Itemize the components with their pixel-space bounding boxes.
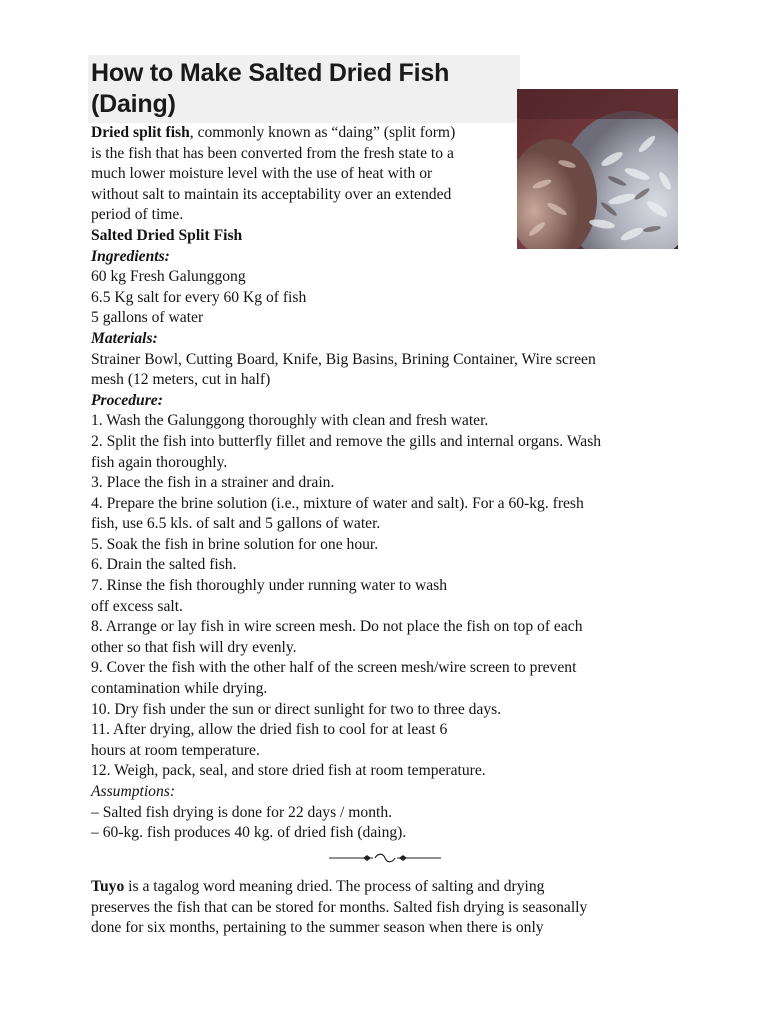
procedure-line: 9. Cover the fish with the other half of the screen mesh/wire screen to prevent	[91, 659, 577, 677]
intro-bold-lead: Dried split fish	[91, 124, 190, 141]
procedure-line: fish, use 6.5 kls. of salt and 5 gallons of water.	[91, 515, 381, 533]
procedure-heading: Procedure:	[91, 391, 163, 409]
materials-line: Strainer Bowl, Cutting Board, Knife, Big Basins, Brining Container, Wire screen	[91, 350, 596, 368]
intro-line: is the fish that has been converted from the fresh state to a	[91, 144, 454, 162]
assumption-item: – Salted fish drying is done for 22 days / month.	[91, 803, 393, 821]
tuyo-text: is a tagalog word meaning dried. The process of salting and drying	[124, 878, 545, 895]
assumptions-heading: Assumptions:	[91, 783, 176, 800]
subheading: Salted Dried Split Fish	[91, 226, 243, 244]
intro-line: much lower moisture level with the use of heat with or	[91, 165, 433, 183]
procedure-line: 2. Split the fish into butterfly fillet and remove the gills and internal organs. Wash	[91, 432, 602, 450]
article-body	[91, 123, 691, 844]
ingredients-heading: Ingredients:	[91, 247, 170, 265]
intro-text: , commonly known as “daing” (split form)	[189, 124, 456, 141]
intro-line: period of time.	[91, 206, 184, 224]
materials-line: mesh (12 meters, cut in half)	[91, 371, 271, 389]
procedure-line: other so that fish will dry evenly.	[91, 638, 297, 656]
procedure-line: 1. Wash the Galunggong thoroughly with clean and fresh water.	[91, 412, 489, 430]
materials-heading: Materials:	[91, 329, 158, 347]
procedure-line: 5. Soak the fish in brine solution for one hour.	[91, 535, 379, 553]
procedure-line: 4. Prepare the brine solution (i.e., mixture of water and salt). For a 60-kg. fresh	[91, 494, 584, 512]
tuyo-paragraph	[91, 877, 691, 939]
procedure-line: 7. Rinse the fish thoroughly under running water to wash	[91, 577, 447, 595]
procedure-line: fish again thoroughly.	[91, 453, 228, 471]
procedure-line: contamination while drying.	[91, 680, 268, 698]
procedure-line: 11. After drying, allow the dried fish to cool for at least 6	[91, 721, 448, 739]
procedure-line: hours at room temperature.	[91, 741, 260, 759]
ingredient-item: 6.5 Kg salt for every 60 Kg of fish	[91, 288, 307, 306]
tuyo-line: done for six months, pertaining to the summer season when there is only	[91, 919, 544, 937]
page-title: How to Make Salted Dried Fish (Daing)	[91, 59, 450, 118]
tuyo-line: preserves the fish that can be stored for months. Salted fish drying is seasonally	[91, 898, 588, 916]
intro-line: without salt to maintain its acceptability over an extended	[91, 185, 452, 203]
procedure-line: 12. Weigh, pack, seal, and store dried fish at room temperature.	[91, 762, 486, 780]
procedure-line: 6. Drain the salted fish.	[91, 556, 237, 574]
procedure-line: off excess salt.	[91, 597, 183, 615]
ingredient-item: 60 kg Fresh Galunggong	[91, 268, 246, 286]
tuyo-bold-lead: Tuyo	[91, 878, 125, 895]
assumption-item: – 60-kg. fish produces 40 kg. of dried fish (daing).	[91, 824, 407, 842]
divider-ornament-icon	[329, 852, 441, 864]
tuyo-line-1	[91, 877, 691, 898]
intro-line-1	[91, 123, 691, 144]
procedure-line: 8. Arrange or lay fish in wire screen mesh. Do not place the fish on top of each	[91, 618, 583, 636]
procedure-line: 10. Dry fish under the sun or direct sunlight for two to three days.	[91, 700, 502, 718]
procedure-line: 3. Place the fish in a strainer and drain.	[91, 474, 335, 492]
ingredient-item: 5 gallons of water	[91, 309, 204, 327]
